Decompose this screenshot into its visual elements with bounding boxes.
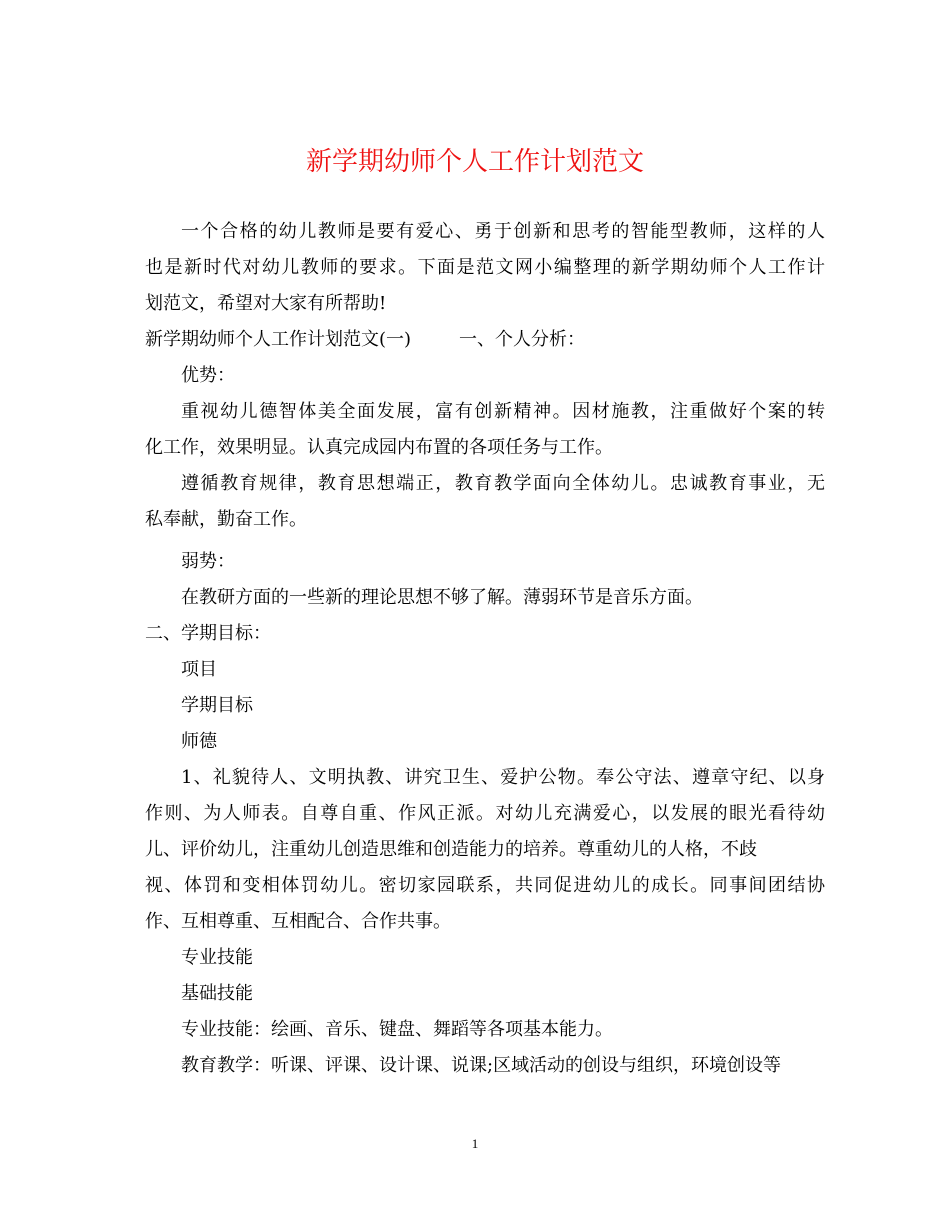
- professional-skills-text: 专业技能：绘画、音乐、键盘、舞蹈等各项基本能力。: [181, 1019, 613, 1040]
- intro-line-1: 一个合格的幼儿教师是要有爱心、勇于创新和思考的智能型教师，这样的人: [181, 221, 825, 242]
- weakness-text: 在教研方面的一些新的理论思想不够了解。薄弱环节是音乐方面。: [181, 587, 703, 608]
- ethics-line-5: 作、互相尊重、互相配合、合作共事。: [145, 911, 451, 932]
- ethics-label: 师德: [181, 731, 217, 752]
- teaching-text: 教育教学：听课、评课、设计课、说课;区域活动的创设与组织，环境创设等: [181, 1055, 782, 1076]
- table-header-item: 项目: [181, 659, 217, 680]
- strength-para1-line-1: 重视幼儿德智体美全面发展，富有创新精神。因材施教，注重做好个案的转: [181, 401, 825, 422]
- page-number: 1: [471, 1136, 479, 1151]
- professional-skills-label: 专业技能: [181, 947, 253, 968]
- ethics-line-4: 视、体罚和变相体罚幼儿。密切家园联系，共同促进幼儿的成长。同事间团结协: [145, 875, 825, 896]
- strength-para2-line-2: 私奉献，勤奋工作。: [145, 509, 307, 530]
- ethics-line-2: 作则、为人师表。自尊自重、作风正派。对幼儿充满爱心，以发展的眼光看待幼: [145, 803, 825, 824]
- basic-skills-label: 基础技能: [181, 983, 253, 1004]
- part2-heading: 二、学期目标：: [145, 623, 271, 644]
- intro-line-3: 划范文，希望对大家有所帮助!: [145, 293, 387, 314]
- strength-para1-line-2: 化工作，效果明显。认真完成园内布置的各项任务与工作。: [145, 437, 613, 458]
- document-title: 新学期幼师个人工作计划范文: [305, 147, 644, 177]
- ethics-line-3: 儿、评价幼儿，注重幼儿创造思维和创造能力的培养。尊重幼儿的人格，不歧: [145, 839, 757, 860]
- section-heading: 新学期幼师个人工作计划范文(一): [145, 329, 412, 350]
- weakness-label: 弱势：: [181, 551, 235, 572]
- part1-heading: 一、个人分析：: [459, 329, 585, 350]
- intro-line-2: 也是新时代对幼儿教师的要求。下面是范文网小编整理的新学期幼师个人工作计: [145, 257, 825, 278]
- strength-para2-line-1: 遵循教育规律，教育思想端正，教育教学面向全体幼儿。忠诚教育事业，无: [181, 473, 825, 494]
- table-header-goal: 学期目标: [181, 695, 253, 716]
- ethics-line-1: 1、礼貌待人、文明执教、讲究卫生、爱护公物。奉公守法、遵章守纪、以身: [181, 767, 825, 788]
- strengths-label: 优势：: [181, 365, 235, 386]
